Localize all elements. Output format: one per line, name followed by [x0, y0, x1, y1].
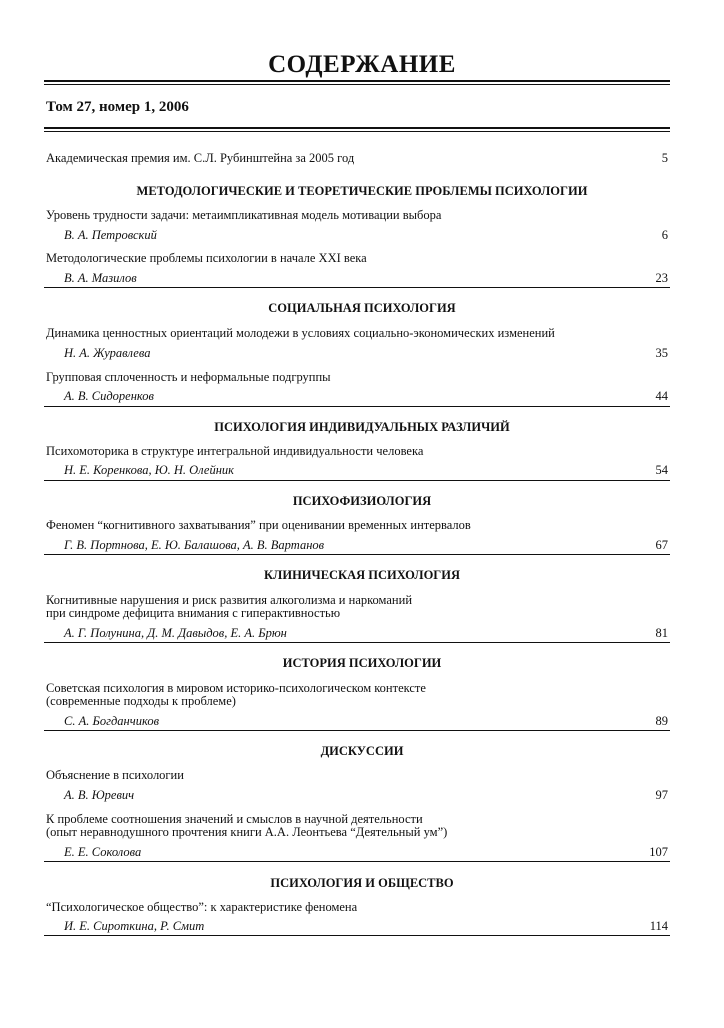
section-rule — [44, 554, 670, 555]
article-authors: Н. Е. Коренкова, Ю. Н. Олейник — [64, 463, 235, 477]
article-title: Психомоторика в структуре интегральной индивидуальности человека — [46, 444, 424, 458]
article-page-number: 35 — [655, 346, 668, 360]
article-page-number: 54 — [655, 463, 668, 477]
article-page-number: 67 — [655, 538, 668, 552]
article-title-line-2: (современные подходы к проблеме) — [46, 694, 236, 708]
article-authors: В. А. Петровский — [64, 228, 157, 242]
section-heading: МЕТОДОЛОГИЧЕСКИЕ И ТЕОРЕТИЧЕСКИЕ ПРОБЛЕМЫ ПСИХОЛОГИИ — [136, 184, 588, 198]
article-page-number: 107 — [649, 845, 668, 859]
page-title: СОДЕРЖАНИЕ — [268, 51, 456, 78]
section-heading: ПСИХОФИЗИОЛОГИЯ — [292, 494, 432, 508]
article-title: Групповая сплоченность и неформальные подгруппы — [46, 370, 331, 384]
article-authors: Е. Е. Соколова — [64, 845, 142, 859]
article-title: Динамика ценностных ориентаций молодежи в условиях социально-экономических изменений — [46, 326, 555, 340]
section-rule — [44, 287, 670, 288]
section-rule — [44, 861, 670, 862]
article-authors: А. В. Юревич — [64, 788, 135, 802]
article-title-line-2: (опыт неравнодушного прочтения книги А.А. Леонтьева “Деятельный ум”) — [46, 825, 448, 839]
article-title: Объяснение в психологии — [46, 768, 184, 782]
title-rule-thick — [44, 80, 670, 82]
article-authors: С. А. Богданчиков — [64, 714, 160, 728]
article-authors: Н. А. Журавлева — [64, 346, 151, 360]
section-rule — [44, 406, 670, 407]
section-rule — [44, 935, 670, 936]
article-authors: А. В. Сидоренков — [64, 389, 154, 403]
intro-title: Академическая премия им. С.Л. Рубинштейна за 2005 год — [46, 151, 355, 165]
title-rule-thin — [44, 84, 670, 85]
article-page-number: 23 — [655, 271, 668, 285]
article-authors: И. Е. Сироткина, Р. Смит — [64, 919, 205, 933]
section-heading: ИСТОРИЯ ПСИХОЛОГИИ — [282, 656, 442, 670]
article-authors: Г. В. Портнова, Е. Ю. Балашова, А. В. Вартанов — [64, 538, 325, 552]
article-title: Методологические проблемы психологии в начале XXI века — [46, 251, 367, 265]
article-page-number: 114 — [649, 919, 668, 933]
article-authors: В. А. Мазилов — [64, 271, 137, 285]
article-authors: А. Г. Полунина, Д. М. Давыдов, Е. А. Брюн — [64, 626, 287, 640]
article-page-number: 44 — [655, 389, 668, 403]
section-rule — [44, 642, 670, 643]
article-title: К проблеме соотношения значений и смыслов в научной деятельности — [46, 812, 423, 826]
section-heading: КЛИНИЧЕСКАЯ ПСИХОЛОГИЯ — [263, 568, 461, 582]
article-title: Уровень трудности задачи: метаимпликативная модель мотивации выбора — [46, 208, 442, 222]
section-heading: ДИСКУССИИ — [320, 744, 404, 758]
article-title-line-2: при синдроме дефицита внимания с гиперактивностью — [46, 606, 341, 620]
section-heading: СОЦИАЛЬНАЯ ПСИХОЛОГИЯ — [268, 301, 456, 315]
article-title: Феномен “когнитивного захватывания” при оценивании временных интервалов — [46, 518, 471, 532]
section-rule — [44, 480, 670, 481]
issue-rule-thick — [44, 127, 670, 129]
section-rule — [44, 730, 670, 731]
article-page-number: 6 — [661, 228, 668, 242]
article-title: Советская психология в мировом историко-психологическом контексте — [46, 681, 426, 695]
issue-rule-thin — [44, 131, 670, 132]
article-page-number: 89 — [655, 714, 668, 728]
article-title: “Психологическое общество”: к характеристике феномена — [46, 900, 358, 914]
section-heading: ПСИХОЛОГИЯ И ОБЩЕСТВО — [270, 876, 454, 890]
issue-info: Том 27, номер 1, 2006 — [46, 99, 189, 115]
article-title: Когнитивные нарушения и риск развития алкоголизма и наркоманий — [46, 593, 413, 607]
article-page-number: 81 — [655, 626, 668, 640]
section-heading: ПСИХОЛОГИЯ ИНДИВИДУАЛЬНЫХ РАЗЛИЧИЙ — [214, 420, 510, 434]
article-page-number: 97 — [655, 788, 668, 802]
intro-page-number: 5 — [661, 151, 668, 165]
